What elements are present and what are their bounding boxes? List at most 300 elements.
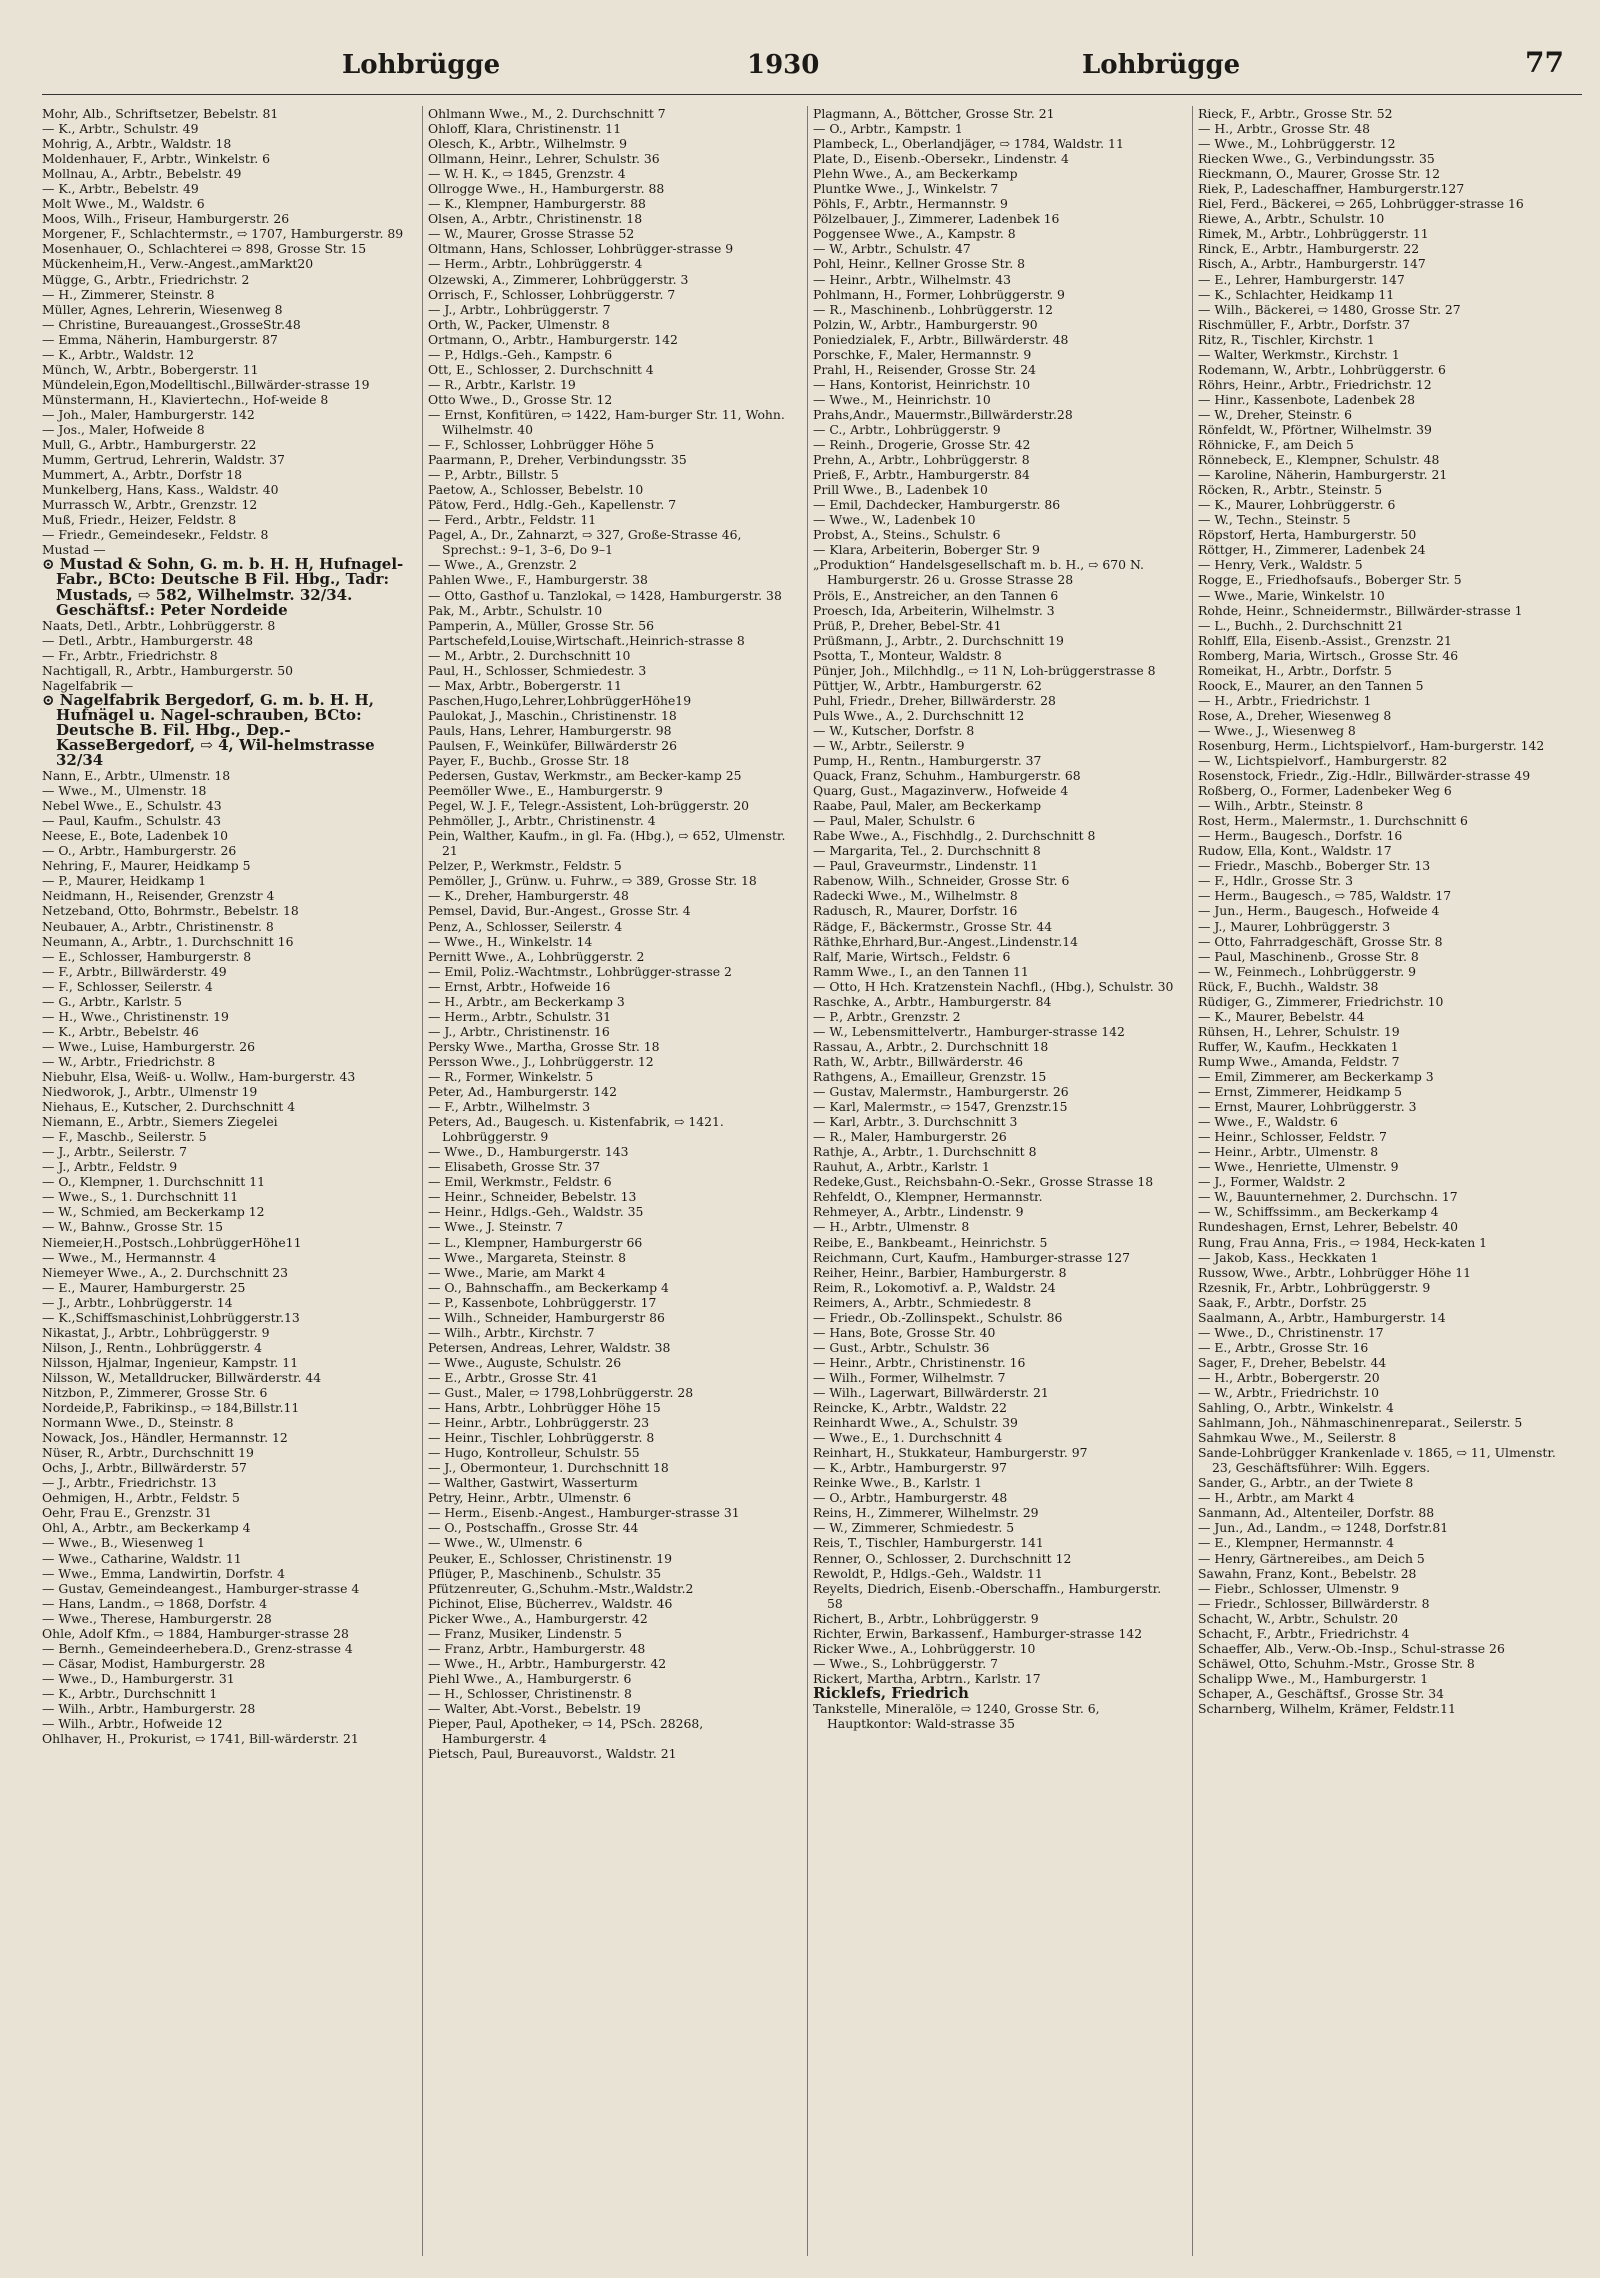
directory-entry: Rischmüller, F., Arbtr., Dorfstr. 37 xyxy=(1198,316,1411,332)
directory-entry: Pehmöller, J., Arbtr., Christinenstr. 4 xyxy=(428,813,656,829)
directory-entry: — Wwe., Therese, Hamburgerstr. 28 xyxy=(42,1610,272,1626)
directory-entry: — L., Buchh., 2. Durchschnitt 21 xyxy=(1198,617,1404,633)
directory-entry: Plambeck, L., Oberlandjäger, ⇨ 1784, Waldstr. 11 xyxy=(813,136,1124,152)
directory-entry: Prill Wwe., B., Ladenbek 10 xyxy=(813,482,988,498)
directory-entry: Plagmann, A., Böttcher, Grosse Str. 21 xyxy=(813,106,1055,121)
directory-entry: — K., Schlachter, Heidkamp 11 xyxy=(1198,286,1395,302)
directory-entry: Puls Wwe., A., 2. Durchschnitt 12 xyxy=(813,707,1025,723)
directory-entry: — Hans, Landm., ⇨ 1868, Dorfstr. 4 xyxy=(42,1595,268,1611)
directory-entry: Neidmann, H., Reisender, Grenzstr 4 xyxy=(42,888,275,904)
directory-entry: Neese, E., Bote, Ladenbek 10 xyxy=(42,828,229,844)
directory-entry: — H., Arbtr., am Beckerkamp 3 xyxy=(428,993,625,1009)
directory-entry: — O., Arbtr., Hamburgerstr. 26 xyxy=(42,843,237,859)
directory-entry: Mull, G., Arbtr., Hamburgerstr. 22 xyxy=(42,437,257,453)
directory-entry: — Hans, Bote, Grosse Str. 40 xyxy=(813,1324,996,1340)
directory-entry: — Reinh., Drogerie, Grosse Str. 42 xyxy=(813,437,1031,453)
directory-entry: — Emil, Werkmstr., Feldstr. 6 xyxy=(428,1174,612,1190)
directory-entry: — E., Schlosser, Hamburgerstr. 8 xyxy=(42,948,252,964)
directory-entry: — O., Arbtr., Kampstr. 1 xyxy=(813,121,963,137)
directory-entry: Schäwel, Otto, Schuhm.-Mstr., Grosse Str. 8 xyxy=(1198,1655,1475,1671)
directory-entry: Rewoldt, P., Hdlgs.-Geh., Waldstr. 11 xyxy=(813,1565,1043,1581)
directory-entry: Puhl, Friedr., Dreher, Billwärderstr. 28 xyxy=(813,692,1056,708)
directory-entry: Riecken Wwe., G., Verbindungsstr. 35 xyxy=(1198,151,1435,167)
directory-entry: Moldenhauer, F., Arbtr., Winkelstr. 6 xyxy=(42,151,271,167)
directory-entry: — M., Arbtr., 2. Durchschnitt 10 xyxy=(428,647,631,663)
directory-entry: Pemsel, David, Bur.-Angest., Grosse Str. 4 xyxy=(428,903,691,919)
directory-entry: — K.,Schiffsmaschinist,Lohbrüggerstr.13 xyxy=(42,1309,300,1325)
directory-entry: Reichmann, Curt, Kaufm., Hamburger-strasse 127 xyxy=(813,1249,1130,1265)
directory-entry: Pichinot, Elise, Bücherrev., Waldstr. 46 xyxy=(428,1595,673,1611)
directory-entry: Pröls, E., Anstreicher, an den Tannen 6 xyxy=(813,587,1059,603)
directory-entry: Ortmann, O., Arbtr., Hamburgerstr. 142 xyxy=(428,331,678,347)
directory-entry: — Wwe., Auguste, Schulstr. 26 xyxy=(428,1354,622,1370)
directory-entry: — H., Schlosser, Christinenstr. 8 xyxy=(428,1685,632,1701)
directory-entry: Partschefeld,Louise,Wirtschaft.,Heinrich-strasse 8 xyxy=(428,632,745,648)
directory-entry: — Hinr., Kassenbote, Ladenbek 28 xyxy=(1198,391,1416,407)
directory-entry: Schacht, F., Arbtr., Friedrichstr. 4 xyxy=(1198,1625,1410,1641)
directory-entry: — Otto, Fahrradgeschäft, Grosse Str. 8 xyxy=(1198,933,1443,949)
directory-page xyxy=(42,44,1582,2264)
directory-entry: Proesch, Ida, Arbeiterin, Wilhelmstr. 3 xyxy=(813,602,1055,618)
column-3 xyxy=(807,106,1176,2256)
directory-entry: Oltmann, Hans, Schlosser, Lohbrügger-strasse 9 xyxy=(428,241,734,257)
directory-entry: — Paul, Maler, Schulstr. 6 xyxy=(813,813,976,829)
directory-entry: — E., Maurer, Hamburgerstr. 25 xyxy=(42,1279,246,1295)
directory-entry: Schacht, W., Arbtr., Schulstr. 20 xyxy=(1198,1610,1399,1626)
directory-entry: — Wwe., Marie, am Markt 4 xyxy=(428,1264,606,1280)
directory-entry: Pluntke Wwe., J., Winkelstr. 7 xyxy=(813,181,999,197)
directory-entry: Pump, H., Rentn., Hamburgerstr. 37 xyxy=(813,753,1042,769)
directory-entry: Ricker Wwe., A., Lohbrüggerstr. 10 xyxy=(813,1640,1036,1656)
directory-entry: — Wilh., Lagerwart, Billwärderstr. 21 xyxy=(813,1384,1049,1400)
directory-entry: Rassau, A., Arbtr., 2. Durchschnitt 18 xyxy=(813,1038,1049,1054)
directory-entry: Nikastat, J., Arbtr., Lohbrüggerstr. 9 xyxy=(42,1324,270,1340)
directory-entry: Nilsson, Hjalmar, Ingenieur, Kampstr. 11 xyxy=(42,1354,299,1370)
directory-entry: Röpstorf, Herta, Hamburgerstr. 50 xyxy=(1198,527,1417,543)
directory-entry: Prahl, H., Reisender, Grosse Str. 24 xyxy=(813,361,1037,377)
directory-entry: Pöhls, F., Arbtr., Hermannstr. 9 xyxy=(813,196,1008,212)
directory-entry: — Otto, H Hch. Kratzenstein Nachfl., (Hbg.), Schulstr. 30 xyxy=(813,978,1174,994)
directory-entry: — Wwe., D., Christinenstr. 17 xyxy=(1198,1324,1384,1340)
directory-entry: Russow, Wwe., Arbtr., Lohbrügger Höhe 11 xyxy=(1198,1264,1471,1280)
directory-entry: — K., Arbtr., Durchschnitt 1 xyxy=(42,1685,218,1701)
directory-entry: Pünjer, Joh., Milchhdlg., ⇨ 11 N, Loh-brüggerstrasse 8 xyxy=(813,662,1156,678)
directory-entry: — Herm., Arbtr., Schulstr. 31 xyxy=(428,1008,612,1024)
directory-entry: Petry, Heinr., Arbtr., Ulmenstr. 6 xyxy=(428,1490,631,1506)
directory-entry: — J., Arbtr., Seilerstr. 7 xyxy=(42,1144,187,1160)
directory-entry: — O., Arbtr., Hamburgerstr. 48 xyxy=(813,1490,1008,1506)
directory-entry: — J., Maurer, Lohbrüggerstr. 3 xyxy=(1198,918,1391,934)
directory-entry: — Wilh., Arbtr., Hofweide 12 xyxy=(42,1716,223,1732)
directory-entry: — Gustav, Gemeindeangest., Hamburger-strasse 4 xyxy=(42,1580,360,1596)
directory-entry: Nebel Wwe., E., Schulstr. 43 xyxy=(42,798,222,814)
directory-entry: „Produktion“ Handelsgesellschaft m. b. H., ⇨ 670 N. Hamburgerstr. 26 u. Grosse Strasse 28 xyxy=(813,557,1144,588)
directory-entry: — F., Arbtr., Wilhelmstr. 3 xyxy=(428,1099,591,1115)
directory-entry: — Walther, Gastwirt, Wasserturm xyxy=(428,1475,638,1491)
directory-entry: Paulsen, F., Weinküfer, Billwärderstr 26 xyxy=(428,737,678,753)
directory-entry: Persky Wwe., Martha, Grosse Str. 18 xyxy=(428,1038,660,1054)
directory-entry: — W., Zimmerer, Schmiedestr. 5 xyxy=(813,1520,1015,1536)
directory-entry: Netzeband, Otto, Bohrmstr., Bebelstr. 18 xyxy=(42,903,299,919)
directory-entry: Nachtigall, R., Arbtr., Hamburgerstr. 50 xyxy=(42,662,294,678)
directory-entry: — J., Arbtr., Christinenstr. 16 xyxy=(428,1023,610,1039)
directory-entry: — Christine, Bureauangest.,GrosseStr.48 xyxy=(42,316,301,332)
directory-entry: — Jakob, Kass., Heckkaten 1 xyxy=(1198,1249,1379,1265)
directory-entry: Olsen, A., Arbtr., Christinenstr. 18 xyxy=(428,211,643,227)
directory-entry: Pak, M., Arbtr., Schulstr. 10 xyxy=(428,602,603,618)
directory-entry: Pätow, Ferd., Hdlg.-Geh., Kapellenstr. 7 xyxy=(428,497,677,513)
directory-entry: Sander, G., Arbtr., an der Twiete 8 xyxy=(1198,1475,1414,1491)
directory-entry: — Wwe., S., Lohbrüggerstr. 7 xyxy=(813,1655,998,1671)
directory-entry: Niedworok, J., Arbtr., Ulmenstr 19 xyxy=(42,1084,258,1100)
directory-entry: Orth, W., Packer, Ulmenstr. 8 xyxy=(428,316,610,332)
directory-entry: Schaper, A., Geschäftsf., Grosse Str. 34 xyxy=(1198,1685,1444,1701)
directory-entry: — Wwe., D., Hamburgerstr. 31 xyxy=(42,1670,235,1686)
column-1 xyxy=(42,106,405,2256)
directory-entry: Poggensee Wwe., A., Kampstr. 8 xyxy=(813,226,1016,242)
directory-entry: Niemeyer Wwe., A., 2. Durchschnitt 23 xyxy=(42,1264,289,1280)
directory-entry: — Wwe., Marie, Winkelstr. 10 xyxy=(1198,587,1385,603)
directory-entry: Peter, Ad., Hamburgerstr. 142 xyxy=(428,1084,617,1100)
directory-entry: Piehl Wwe., A., Hamburgerstr. 6 xyxy=(428,1670,632,1686)
directory-entry: — K., Arbtr., Bebelstr. 49 xyxy=(42,181,199,197)
directory-entry: — J., Former, Waldstr. 2 xyxy=(1198,1174,1346,1190)
directory-entry: Normann Wwe., D., Steinstr. 8 xyxy=(42,1415,234,1431)
directory-entry: Radecki Wwe., M., Wilhelmstr. 8 xyxy=(813,888,1018,904)
directory-entry: — W., Maurer, Grosse Strasse 52 xyxy=(428,226,635,242)
directory-entry: — Detl., Arbtr., Hamburgerstr. 48 xyxy=(42,632,254,648)
directory-entry: — R., Maler, Hamburgerstr. 26 xyxy=(813,1129,1007,1145)
directory-entry: Rönnebeck, E., Klempner, Schulstr. 48 xyxy=(1198,452,1440,468)
directory-entry: Paul, H., Schlosser, Schmiedestr. 3 xyxy=(428,662,647,678)
directory-entry: — Bernh., Gemeindeerhebera.D., Grenz-strasse 4 xyxy=(42,1640,353,1656)
directory-entry: Raabe, Paul, Maler, am Beckerkamp xyxy=(813,798,1042,814)
directory-entry: — Wwe., E., 1. Durchschnitt 4 xyxy=(813,1430,1003,1446)
directory-entry: Neumann, A., Arbtr., 1. Durchschnitt 16 xyxy=(42,933,294,949)
directory-entry: — J., Arbtr., Feldstr. 9 xyxy=(42,1159,178,1175)
directory-entry: — Henry, Verk., Waldstr. 5 xyxy=(1198,557,1363,573)
directory-entry: Plehn Wwe., A., am Beckerkamp xyxy=(813,166,1018,182)
directory-entry: Rüdiger, G., Zimmerer, Friedrichstr. 10 xyxy=(1198,993,1444,1009)
directory-entry: — Gust., Arbtr., Schulstr. 36 xyxy=(813,1339,990,1355)
directory-entry: Rickert, Martha, Arbtrn., Karlstr. 17 xyxy=(813,1670,1041,1686)
directory-entry: — Wwe., F., Waldstr. 6 xyxy=(1198,1114,1338,1130)
directory-entry: — Franz, Musiker, Lindenstr. 5 xyxy=(428,1625,622,1641)
directory-entry: Roßberg, O., Former, Ladenbeker Weg 6 xyxy=(1198,783,1452,799)
directory-entry: — K., Arbtr., Hamburgerstr. 97 xyxy=(813,1460,1008,1476)
directory-entry: Reinhart, H., Stukkateur, Hamburgerstr. 97 xyxy=(813,1445,1088,1461)
directory-entry: — R., Maschinenb., Lohbrüggerstr. 12 xyxy=(813,301,1053,317)
directory-entry: Mohr, Alb., Schriftsetzer, Bebelstr. 81 xyxy=(42,106,279,121)
directory-entry: Mündelein,Egon,Modelltischl.,Billwärder-strasse 19 xyxy=(42,376,370,392)
directory-entry: Reins, H., Zimmerer, Wilhelmstr. 29 xyxy=(813,1505,1039,1521)
directory-entry: — Ernst, Konfitüren, ⇨ 1422, Ham-burger Str. 11, Wohn. Wilhelmstr. 40 xyxy=(428,406,785,437)
directory-entry: — Heinr., Arbtr., Ulmenstr. 8 xyxy=(1198,1144,1379,1160)
directory-entry: — O., Klempner, 1. Durchschnitt 11 xyxy=(42,1174,265,1190)
directory-entry: — H., Arbtr., Grosse Str. 48 xyxy=(1198,121,1371,137)
directory-entry: — Wwe., Catharine, Waldstr. 11 xyxy=(42,1550,242,1566)
directory-entry: Persson Wwe., J., Lohbrüggerstr. 12 xyxy=(428,1053,654,1069)
directory-entry: — Jun., Herm., Baugesch., Hofweide 4 xyxy=(1198,903,1440,919)
directory-entry: — Wwe., W., Ladenbek 10 xyxy=(813,512,976,528)
directory-entry: — Karl, Malermstr., ⇨ 1547, Grenzstr.15 xyxy=(813,1099,1068,1115)
directory-entry: — Hans, Arbtr., Lohbrügger Höhe 15 xyxy=(428,1400,661,1416)
directory-entry: Rohde, Heinr., Schneidermstr., Billwärder-strasse 1 xyxy=(1198,602,1523,618)
directory-entry: — Ernst, Arbtr., Hofweide 16 xyxy=(428,978,611,994)
directory-entry: — P., Hdlgs.-Geh., Kampstr. 6 xyxy=(428,346,613,362)
directory-entry: Payer, F., Buchb., Grosse Str. 18 xyxy=(428,753,630,769)
directory-entry: Nilsson, W., Metalldrucker, Billwärderstr. 44 xyxy=(42,1369,322,1385)
directory-entry: — Wwe., M., Lohbrüggerstr. 12 xyxy=(1198,136,1396,152)
directory-entry: Murrassch W., Arbtr., Grenzstr. 12 xyxy=(42,497,258,513)
directory-entry: Raschke, A., Arbtr., Hamburgerstr. 84 xyxy=(813,993,1052,1009)
directory-entry: Polzin, W., Arbtr., Hamburgerstr. 90 xyxy=(813,316,1038,332)
directory-entry: Münstermann, H., Klaviertechn., Hof-weide 8 xyxy=(42,391,329,407)
directory-entry: Neubauer, A., Arbtr., Christinenstr. 8 xyxy=(42,918,274,934)
directory-entry: Sahling, O., Arbtr., Winkelstr. 4 xyxy=(1198,1400,1394,1416)
directory-entry: Sahlmann, Joh., Nähmaschinenreparat., Seilerstr. 5 xyxy=(1198,1415,1523,1431)
directory-entry: Pagel, A., Dr., Zahnarzt, ⇨ 327, Große-Strasse 46, Sprechst.: 9–1, 3–6, Do 9–1 xyxy=(428,527,742,558)
directory-entry: — Wwe., W., Ulmenstr. 6 xyxy=(428,1535,583,1551)
directory-entry: Rohlff, Ella, Eisenb.-Assist., Grenzstr. 21 xyxy=(1198,632,1452,648)
directory-entry: Scharnberg, Wilhelm, Krämer, Feldstr.11 xyxy=(1198,1700,1456,1716)
directory-entry: — Wilh., Arbtr., Steinstr. 8 xyxy=(1198,798,1364,814)
directory-entry: Pietsch, Paul, Bureauvorst., Waldstr. 21 xyxy=(428,1746,677,1762)
directory-entry: Sawahn, Franz, Kont., Bebelstr. 28 xyxy=(1198,1565,1417,1581)
directory-entry: Reimers, A., Arbtr., Schmiedestr. 8 xyxy=(813,1294,1032,1310)
directory-entry: Muß, Friedr., Heizer, Feldstr. 8 xyxy=(42,512,237,528)
directory-entry: Ollrogge Wwe., H., Hamburgerstr. 88 xyxy=(428,181,665,197)
directory-entry: — Ferd., Arbtr., Feldstr. 11 xyxy=(428,512,597,528)
directory-entry: Poniedzialek, F., Arbtr., Billwärderstr. 48 xyxy=(813,331,1069,347)
directory-entry: Rimek, M., Arbtr., Lohbrüggerstr. 11 xyxy=(1198,226,1429,242)
directory-entry: — Wilh., Bäckerei, ⇨ 1480, Grosse Str. 27 xyxy=(1198,301,1461,317)
directory-entry: — K., Arbtr., Bebelstr. 46 xyxy=(42,1023,199,1039)
directory-entry: — W., Lebensmittelvertr., Hamburger-strasse 142 xyxy=(813,1023,1125,1039)
directory-entry: Saak, F., Arbtr., Dorfstr. 25 xyxy=(1198,1294,1367,1310)
directory-entry: Morgener, F., Schlachtermstr., ⇨ 1707, Hamburgerstr. 89 xyxy=(42,226,404,242)
directory-entry: — Wwe., A., Grenzstr. 2 xyxy=(428,557,577,573)
directory-entry: — Herm., Baugesch., ⇨ 785, Waldstr. 17 xyxy=(1198,888,1452,904)
directory-entry: — Wwe., Emma, Landwirtin, Dorfstr. 4 xyxy=(42,1565,286,1581)
directory-entry: Romeikat, H., Arbtr., Dorfstr. 5 xyxy=(1198,662,1392,678)
directory-entry: Reyelts, Diedrich, Eisenb.-Oberschaffn., Hamburgerstr. 58 xyxy=(813,1580,1162,1611)
directory-entry: Rosenstock, Friedr., Zig.-Hdlr., Billwärder-strasse 49 xyxy=(1198,768,1531,784)
directory-entry: Reinhardt Wwe., A., Schulstr. 39 xyxy=(813,1415,1018,1431)
directory-entry: Reincke, K., Arbtr., Waldstr. 22 xyxy=(813,1400,1007,1416)
directory-entry: Mustad — xyxy=(42,542,106,558)
directory-entry: — Jos., Maler, Hofweide 8 xyxy=(42,421,205,437)
directory-entry: — Paul, Kaufm., Schulstr. 43 xyxy=(42,813,221,829)
directory-entry: — Wwe., M., Hermannstr. 4 xyxy=(42,1249,217,1265)
header-year: 1930 xyxy=(747,50,820,80)
column-2 xyxy=(422,106,791,2256)
directory-entry: — Max, Arbtr., Bobergerstr. 11 xyxy=(428,677,622,693)
directory-entry: Romberg, Maria, Wirtsch., Grosse Str. 46 xyxy=(1198,647,1459,663)
directory-entry: — K., Maurer, Lohbrüggerstr. 6 xyxy=(1198,497,1396,513)
directory-entry: Penz, A., Schlosser, Seilerstr. 4 xyxy=(428,918,623,934)
directory-entry: Pauls, Hans, Lehrer, Hamburgerstr. 98 xyxy=(428,722,672,738)
directory-entry: Roock, E., Maurer, an den Tannen 5 xyxy=(1198,677,1424,693)
directory-entry: Pölzelbauer, J., Zimmerer, Ladenbek 16 xyxy=(813,211,1060,227)
directory-entry: — Walter, Werkmstr., Kirchstr. 1 xyxy=(1198,346,1400,362)
directory-entry: — K., Dreher, Hamburgerstr. 48 xyxy=(428,888,629,904)
directory-entry: — Wilh., Arbtr., Kirchstr. 7 xyxy=(428,1324,595,1340)
directory-entry: — E., Lehrer, Hamburgerstr. 147 xyxy=(1198,271,1405,287)
directory-entry: Pelzer, P., Werkmstr., Feldstr. 5 xyxy=(428,858,622,874)
directory-entry: Naats, Detl., Arbtr., Lohbrüggerstr. 8 xyxy=(42,617,276,633)
directory-entry: — Cäsar, Modist, Hamburgerstr. 28 xyxy=(42,1655,266,1671)
directory-entry: Rehmeyer, A., Arbtr., Lindenstr. 9 xyxy=(813,1204,1024,1220)
directory-entry: — F., Hdlr., Grosse Str. 3 xyxy=(1198,873,1353,889)
directory-entry: — Emil, Poliz.-Wachtmstr., Lohbrügger-strasse 2 xyxy=(428,963,732,979)
directory-entry: Niebuhr, Elsa, Weiß- u. Wollw., Ham-burgerstr. 43 xyxy=(42,1069,356,1084)
directory-entry: — P., Arbtr., Grenzstr. 2 xyxy=(813,1008,961,1024)
directory-entry: Schalipp Wwe., M., Hamburgerstr. 1 xyxy=(1198,1670,1429,1686)
directory-entry: Moos, Wilh., Friseur, Hamburgerstr. 26 xyxy=(42,211,290,227)
directory-entry: Richter, Erwin, Barkassenf., Hamburger-strasse 142 xyxy=(813,1625,1143,1641)
directory-columns xyxy=(42,106,1582,2256)
directory-entry: Rathje, A., Arbtr., 1. Durchschnitt 8 xyxy=(813,1144,1037,1160)
directory-entry: — Fr., Arbtr., Friedrichstr. 8 xyxy=(42,647,218,663)
directory-entry: Munkelberg, Hans, Kass., Waldstr. 40 xyxy=(42,482,279,498)
directory-entry: — Wwe., J. Steinstr. 7 xyxy=(428,1219,564,1235)
directory-entry: — H., Zimmerer, Steinstr. 8 xyxy=(42,286,215,302)
directory-entry: Riel, Ferd., Bäckerei, ⇨ 265, Lohbrügger-strasse 16 xyxy=(1198,196,1524,212)
directory-entry: — Gust., Maler, ⇨ 1798,Lohbrüggerstr. 28 xyxy=(428,1384,694,1400)
directory-entry: — K., Maurer, Bebelstr. 44 xyxy=(1198,1008,1365,1024)
directory-entry: Sanmann, Ad., Altenteiler, Dorfstr. 88 xyxy=(1198,1505,1435,1521)
directory-entry: — Gustav, Malermstr., Hamburgerstr. 26 xyxy=(813,1084,1069,1100)
header-left-title: Lohbrügge xyxy=(342,50,501,80)
directory-entry: Pedersen, Gustav, Werkmstr., am Becker-kamp 25 xyxy=(428,768,742,784)
directory-entry: Oehmigen, H., Arbtr., Feldstr. 5 xyxy=(42,1490,240,1506)
directory-entry: Picker Wwe., A., Hamburgerstr. 42 xyxy=(428,1610,648,1626)
directory-entry: Nüser, R., Arbtr., Durchschnitt 19 xyxy=(42,1445,254,1461)
directory-entry: — P., Arbtr., Billstr. 5 xyxy=(428,467,559,483)
directory-entry: Richert, B., Arbtr., Lohbrüggerstr. 9 xyxy=(813,1610,1039,1626)
directory-entry: Pieper, Paul, Apotheker, ⇨ 14, PSch. 28268, Hamburgerstr. 4 xyxy=(428,1716,704,1747)
directory-entry: Pamperin, A., Müller, Grosse Str. 56 xyxy=(428,617,654,633)
directory-entry: — Wwe., S., 1. Durchschnitt 11 xyxy=(42,1189,239,1205)
directory-entry: — Wwe., H., Winkelstr. 14 xyxy=(428,933,593,949)
directory-entry: Niemeier,H.,Postsch.,LohbrüggerHöhe11 xyxy=(42,1234,302,1250)
directory-entry: Rost, Herm., Malermstr., 1. Durchschnitt 6 xyxy=(1198,813,1468,829)
directory-entry: — J., Arbtr., Lohbrüggerstr. 14 xyxy=(42,1294,233,1310)
directory-entry: — Walter, Abt.-Vorst., Bebelstr. 19 xyxy=(428,1700,641,1716)
directory-entry: Ohlhaver, H., Prokurist, ⇨ 1741, Bill-wärderstr. 21 xyxy=(42,1731,359,1747)
directory-entry: Peters, Ad., Baugesch. u. Kistenfabrik, ⇨ 1421. Lohbrüggerstr. 9 xyxy=(428,1114,724,1145)
directory-entry: — Fiebr., Schlosser, Ulmenstr. 9 xyxy=(1198,1580,1399,1596)
directory-entry: Reibe, E., Bankbeamt., Heinrichstr. 5 xyxy=(813,1234,1048,1250)
directory-entry: — Wwe., B., Wiesenweg 1 xyxy=(42,1535,205,1551)
directory-entry: — Elisabeth, Grosse Str. 37 xyxy=(428,1159,601,1175)
directory-entry: — Emil, Zimmerer, am Beckerkamp 3 xyxy=(1198,1069,1434,1084)
directory-entry: — P., Maurer, Heidkamp 1 xyxy=(42,873,207,889)
directory-entry: — Herm., Baugesch., Dorfstr. 16 xyxy=(1198,828,1403,844)
directory-entry: Paarmann, P., Dreher, Verbindungsstr. 35 xyxy=(428,452,687,468)
directory-entry: Otto Wwe., D., Grosse Str. 12 xyxy=(428,391,613,407)
directory-entry: Prüßmann, J., Arbtr., 2. Durchschnitt 19 xyxy=(813,632,1064,648)
directory-entry: Radusch, R., Maurer, Dorfstr. 16 xyxy=(813,903,1018,919)
directory-entry: — J., Arbtr., Friedrichstr. 13 xyxy=(42,1475,217,1491)
directory-entry: — E., Arbtr., Grosse Str. 41 xyxy=(428,1369,599,1385)
directory-entry: Nitzbon, P., Zimmerer, Grosse Str. 6 xyxy=(42,1384,268,1400)
directory-entry: — W., Techn., Steinstr. 5 xyxy=(1198,512,1351,528)
directory-entry: Rauhut, A., Arbtr., Karlstr. 1 xyxy=(813,1159,990,1175)
page-number: 77 xyxy=(1525,46,1564,79)
directory-entry: — Heinr., Schlosser, Feldstr. 7 xyxy=(1198,1129,1387,1145)
directory-entry: ⊙ Mustad & Sohn, G. m. b. H. H, Hufnagel-Fabr., BCto: Deutsche B Fil. Hbg., Tadr: Mustads, ⇨ 582, Wilhelmstr. 32/34. Geschäftsf.: Peter Nordeide xyxy=(42,555,404,619)
directory-entry: — Paul, Graveurmstr., Lindenstr. 11 xyxy=(813,858,1039,874)
directory-entry: Pohlmann, H., Former, Lohbrüggerstr. 9 xyxy=(813,286,1065,302)
directory-entry: Paetow, A., Schlosser, Bebelstr. 10 xyxy=(428,482,644,498)
directory-entry: Schaeffer, Alb., Verw.-Ob.-Insp., Schul-strasse 26 xyxy=(1198,1640,1505,1656)
directory-entry: Nagelfabrik — xyxy=(42,677,134,693)
directory-entry: Paschen,Hugo,Lehrer,LohbrüggerHöhe19 xyxy=(428,692,692,708)
directory-entry: — H., Arbtr., Bobergerstr. 20 xyxy=(1198,1369,1380,1385)
directory-entry: — C., Arbtr., Lohbrüggerstr. 9 xyxy=(813,421,1001,437)
directory-entry: Mummert, A., Arbtr., Dorfstr 18 xyxy=(42,467,243,483)
directory-entry: — Wwe., H., Arbtr., Hamburgerstr. 42 xyxy=(428,1655,667,1671)
directory-entry: Saalmann, A., Arbtr., Hamburgerstr. 14 xyxy=(1198,1309,1446,1325)
directory-entry: — Hugo, Kontrolleur, Schulstr. 55 xyxy=(428,1445,640,1461)
directory-entry: Rung, Frau Anna, Fris., ⇨ 1984, Heck-katen 1 xyxy=(1198,1234,1488,1250)
directory-entry: — O., Bahnschaffn., am Beckerkamp 4 xyxy=(428,1279,669,1295)
directory-entry: Püttjer, W., Arbtr., Hamburgerstr. 62 xyxy=(813,677,1042,693)
directory-entry: — Karoline, Näherin, Hamburgerstr. 21 xyxy=(1198,467,1448,483)
directory-entry: — Wwe., D., Hamburgerstr. 143 xyxy=(428,1144,629,1160)
directory-entry: Rönfeldt, W., Pförtner, Wilhelmstr. 39 xyxy=(1198,421,1432,437)
directory-entry: Ohle, Adolf Kfm., ⇨ 1884, Hamburger-strasse 28 xyxy=(42,1625,349,1641)
directory-entry: — Heinr., Arbtr., Wilhelmstr. 43 xyxy=(813,271,1011,287)
directory-entry: — W., Schiffssimm., am Beckerkamp 4 xyxy=(1198,1204,1439,1220)
directory-entry: Mückenheim,H., Verw.-Angest.,amMarkt20 xyxy=(42,256,314,272)
directory-entry: — H., Arbtr., Ulmenstr. 8 xyxy=(813,1219,970,1235)
directory-entry: Olzewski, A., Zimmerer, Lohbrüggerstr. 3 xyxy=(428,271,689,287)
directory-entry: — Margarita, Tel., 2. Durchschnitt 8 xyxy=(813,843,1041,859)
directory-entry: Rabenow, Wilh., Schneider, Grosse Str. 6 xyxy=(813,873,1070,889)
directory-entry: — Joh., Maler, Hamburgerstr. 142 xyxy=(42,406,255,422)
directory-entry: — F., Schlosser, Seilerstr. 4 xyxy=(42,978,213,994)
directory-entry: — K., Arbtr., Schulstr. 49 xyxy=(42,121,199,137)
directory-entry: — Wwe., Margareta, Steinstr. 8 xyxy=(428,1249,627,1265)
directory-entry: Rück, F., Buchh., Waldstr. 38 xyxy=(1198,978,1379,994)
directory-entry: Räthke,Ehrhard,Bur.-Angest.,Lindenstr.14 xyxy=(813,933,1079,949)
directory-entry: — H., Wwe., Christinenstr. 19 xyxy=(42,1008,229,1024)
directory-entry: Nordeide,P., Fabrikinsp., ⇨ 184,Billstr.11 xyxy=(42,1400,300,1416)
directory-entry: — Karl, Arbtr., 3. Durchschnitt 3 xyxy=(813,1114,1018,1130)
directory-entry: Rudow, Ella, Kont., Waldstr. 17 xyxy=(1198,843,1392,859)
directory-entry: — W., Lichtspielvorf., Hamburgerstr. 82 xyxy=(1198,753,1448,769)
directory-entry: Rabe Wwe., A., Fischhdlg., 2. Durchschnitt 8 xyxy=(813,828,1096,844)
directory-entry: — Heinr., Arbtr., Christinenstr. 16 xyxy=(813,1354,1026,1370)
directory-entry: Pohl, Heinr., Kellner Grosse Str. 8 xyxy=(813,256,1025,272)
directory-entry: Petersen, Andreas, Lehrer, Waldstr. 38 xyxy=(428,1339,671,1355)
directory-entry: — W., Schmied, am Beckerkamp 12 xyxy=(42,1204,265,1220)
directory-entry: — Heinr., Tischler, Lohbrüggerstr. 8 xyxy=(428,1430,655,1446)
directory-entry: — W. H. K., ⇨ 1845, Grenzstr. 4 xyxy=(428,166,626,182)
directory-entry: — R., Arbtr., Karlstr. 19 xyxy=(428,376,576,392)
directory-entry: — Jun., Ad., Landm., ⇨ 1248, Dorfstr.81 xyxy=(1198,1520,1449,1536)
directory-entry: — Emil, Dachdecker, Hamburgerstr. 86 xyxy=(813,497,1061,513)
directory-entry: — Franz, Arbtr., Hamburgerstr. 48 xyxy=(428,1640,646,1656)
directory-entry: Risch, A., Arbtr., Hamburgerstr. 147 xyxy=(1198,256,1426,272)
directory-entry: Rühsen, H., Lehrer, Schulstr. 19 xyxy=(1198,1023,1400,1039)
directory-entry: ⊙ Nagelfabrik Bergedorf, G. m. b. H. H, Hufnägel u. Nagel-schrauben, BCto: Deutsche B. Fil. Hbg., Dep.-KasseBergedorf, ⇨ 4, Wil-helmstrasse 32/34 xyxy=(42,690,375,770)
directory-entry: — Heinr., Hdlgs.-Geh., Waldstr. 35 xyxy=(428,1204,644,1220)
directory-entry: — Friedr., Maschb., Boberger Str. 13 xyxy=(1198,858,1431,874)
